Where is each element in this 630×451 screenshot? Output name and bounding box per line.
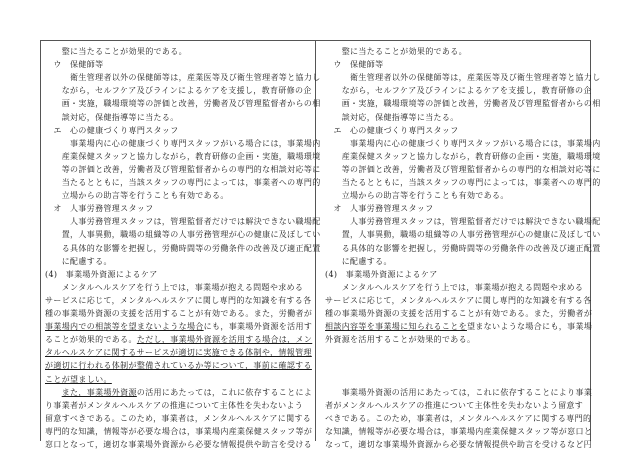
text-line: 談対応，保健指導等に当たる。 xyxy=(325,112,459,122)
text-line: 談対応，保健指導等に当たる。 xyxy=(45,112,179,122)
text-line: オ 人事労務管理スタッフ xyxy=(45,204,154,214)
line-text xyxy=(45,388,62,397)
text-line: に配慮する。 xyxy=(45,256,112,266)
text-line xyxy=(45,374,112,386)
underlined-revision: 事業場内での相談等を望まないような場合 xyxy=(45,322,204,332)
underlined-revision: 相談内容等を事業場に知られることを xyxy=(325,322,467,332)
text-line: 種の事業場外資源の支援を活用することが有効である。また，労働者が xyxy=(45,309,313,318)
text-line: 衛生管理者以外の保健師等は，産業医等及び衛生管理者等と協力し xyxy=(45,73,321,83)
text-line: なって，適切な事業場外資源から必要な情報提供や助言を受けるなど円 xyxy=(325,440,593,449)
text-line: 事業場外資源の活用にあたっては，これに依存することにより事業 xyxy=(325,387,593,397)
text-line: (4) 事業場外資源によるケア xyxy=(45,269,158,279)
text-line: 画・実施，職場環境等の評価と改善，労働者及び管理監督者からの相 xyxy=(45,99,321,109)
text-line xyxy=(45,360,312,372)
line-text: ることが効果的である。 xyxy=(45,335,137,345)
text-line: ながら，セルフケア及びラインによるケアを支援し，教育研修の企 xyxy=(325,86,592,96)
text-line: 事業場内に心の健康づくり専門スタッフがいる場合には，事業場内 xyxy=(45,138,321,148)
text-line: 置，人事異動，職場の組織等の人事労務管理が心の健康に及ぼしてい xyxy=(325,230,601,240)
text-line xyxy=(45,334,312,346)
underlined-revision: が適切に行われる体制が整備されているか等について，事前に確認する xyxy=(45,361,312,371)
text-line: エ 心の健康づくり専門スタッフ xyxy=(45,125,179,135)
text-line: 当たるとともに，当該スタッフの専門によっては，事業者への専門的 xyxy=(325,178,601,187)
text-line: ウ 保健師等 xyxy=(45,60,104,70)
text-line: 種の事業場外資源の支援を活用することが有効である。また，労働者が xyxy=(325,309,593,318)
text-line: オ 人事労務管理スタッフ xyxy=(325,204,434,214)
text-line: 画・実施，職場環境等の評価と改善，労働者及び管理監督者からの相 xyxy=(325,99,601,109)
text-line: 当たるとともに，当該スタッフの専門によっては，事業者への専門的 xyxy=(45,178,321,187)
text-line xyxy=(45,347,312,359)
text-line xyxy=(325,321,592,333)
text-line: 立場からの助言等を行うことも有効である。 xyxy=(45,191,229,201)
text-line: 立場からの助言等を行うことも有効である。 xyxy=(325,191,509,201)
text-line: ながら，セルフケア及びラインによるケアを支援し，教育研修の企 xyxy=(45,86,312,96)
text-line: 人事労務管理スタッフは，管理監督者だけでは解決できない職場配 xyxy=(325,217,601,227)
text-line: 留意すべきである。このため，事業者は，メンタルヘルスケアに関する xyxy=(45,413,312,423)
underlined-revision: また，事業場外資源 xyxy=(61,387,137,397)
text-line: る具体的な影響を把握し，労働時間等の労働条件の改善及び適正配置 xyxy=(45,243,321,253)
text-line: 等の評価と改善，労働者及び管理監督者からの専門的な相談対応等に xyxy=(325,164,601,174)
text-line: 産業保健スタッフと協力しながら，教育研修の企画・実施，職場環境 xyxy=(45,151,321,161)
text-line: 置，人事異動，職場の組織等の人事労務管理が心の健康に及ぼしてい xyxy=(45,230,321,240)
text-line: 外資源を活用することが効果的である。 xyxy=(325,335,476,345)
underlined-revision: ことが望ましい。 xyxy=(45,374,112,384)
line-text: 望まないような場合にも，事業場 xyxy=(466,322,593,332)
underlined-revision: ただし，事業場外資源を活用する場合は，メン xyxy=(136,335,313,345)
text-line: に配慮する。 xyxy=(325,256,392,266)
text-line: 衛生管理者以外の保健師等は，産業医等及び衛生管理者等と協力し xyxy=(325,73,601,83)
text-line xyxy=(45,321,312,333)
text-line: 窓口となって，適切な事業場外資源から必要な情報提供や助言を受ける xyxy=(45,440,313,449)
line-text: の活用にあたっては，これに依存することによ xyxy=(136,387,313,397)
text-line: な知識，情報等が必要な場合は，事業場内産業保健スタッフ等が窓口と xyxy=(325,426,593,436)
text-line: 者がメンタルヘルスケアの推進について主体性を失わないよう留意す xyxy=(325,400,584,410)
text-line: 事業場内に心の健康づくり専門スタッフがいる場合には，事業場内 xyxy=(325,138,601,148)
text-line: 専門的な知識，情報等が必要な場合は，事業場内産業保健スタッフ等が xyxy=(45,426,313,436)
text-line: 人事労務管理スタッフは，管理監督者だけでは解決できない職場配 xyxy=(45,217,321,227)
text-line: ウ 保健師等 xyxy=(325,60,384,70)
text-line: 等の評価と改善，労働者及び管理監督者からの専門的な相談対応等に xyxy=(45,164,321,174)
text-line: エ 心の健康づくり専門スタッフ xyxy=(325,125,459,135)
text-line: る具体的な影響を把握し，労働時間等の労働条件の改善及び適正配置 xyxy=(325,243,601,253)
text-line: サービスに応じて，メンタルヘルスケアに関し専門的な知識を有する各 xyxy=(325,295,592,305)
text-line: (4) 事業場外資源によるケア xyxy=(325,269,438,279)
text-line: 整に当たることが効果的である。 xyxy=(45,47,187,56)
text-line: メンタルヘルスケアを行う上では，事業場が抱える問題や求める xyxy=(45,282,304,292)
text-line: 産業保健スタッフと協力しながら，教育研修の企画・実施，職場環境 xyxy=(325,151,601,161)
underlined-revision: タルヘルスケアに関するサービスが適切に実施できる体制や，情報管理 xyxy=(45,348,312,358)
text-line: 整に当たることが効果的である。 xyxy=(325,47,467,56)
text-line xyxy=(45,387,312,399)
line-text: にも，事業場外資源を活用す xyxy=(203,322,313,332)
text-line: り事業者がメンタルヘルスケアの推進について主体性を失わないよう xyxy=(45,400,304,410)
text-line: メンタルヘルスケアを行う上では，事業場が抱える問題や求める xyxy=(325,282,584,292)
text-line: べきである。このため，事業者は，メンタルヘルスケアに関する専門的 xyxy=(325,413,592,423)
text-line: サービスに応じて，メンタルヘルスケアに関し専門的な知識を有する各 xyxy=(45,295,312,305)
